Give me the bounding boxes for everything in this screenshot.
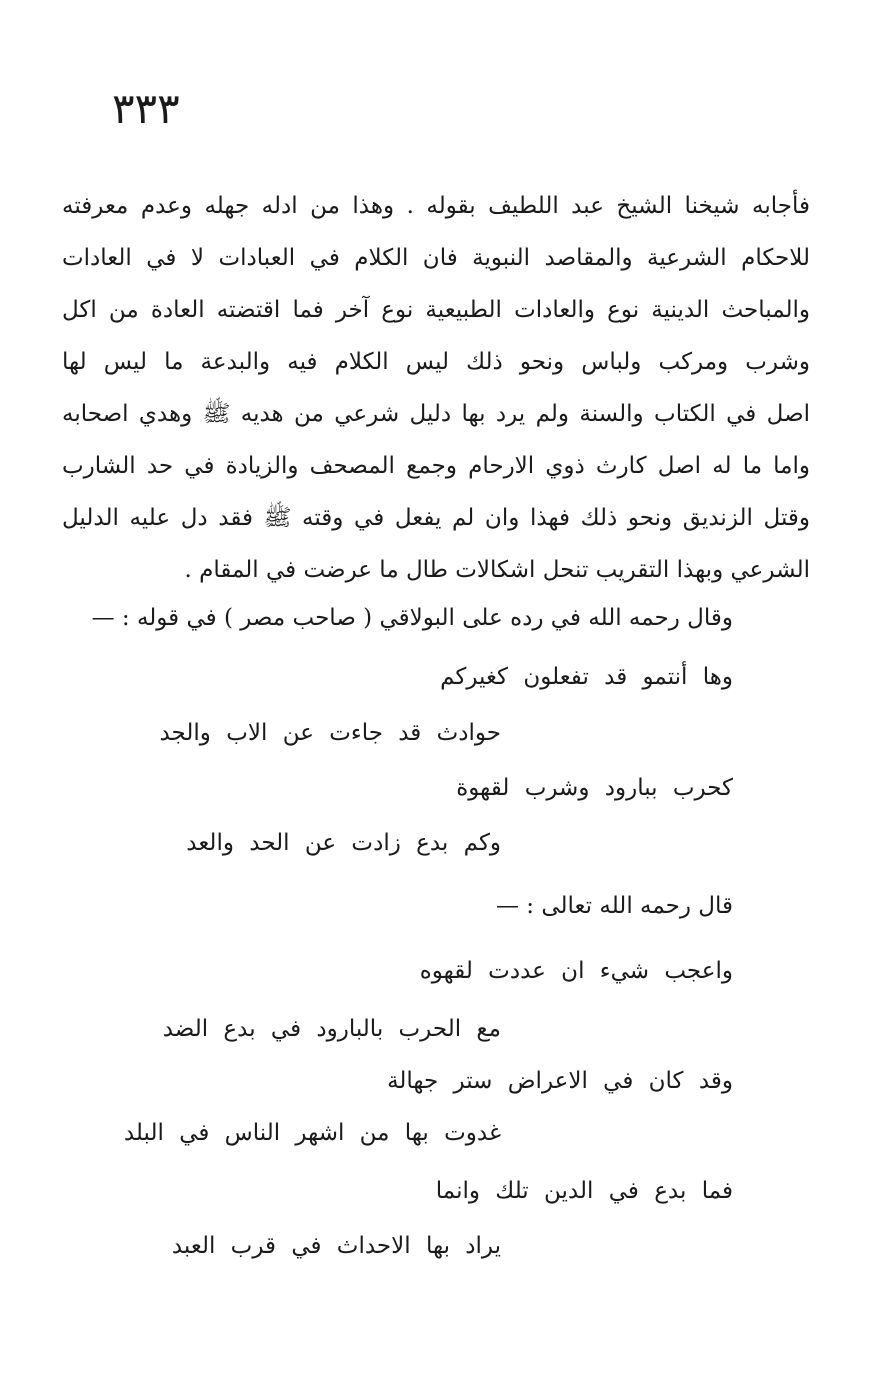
poem-hemistich-first: وها أنتمو قد تفعلون كغيركم (440, 664, 733, 690)
prose-line: الشرعي وبهذا التقريب تنحل اشكالات طال ما عرضت في المقام . (184, 557, 810, 583)
prose-line: وقتل الزنديق ونحو ذلك فهذا وان لم يفعل في وقته ﷺ فقد دل عليه الدليل (62, 505, 810, 531)
prose-line: للاحكام الشرعية والمقاصد النبوية فان الكلام في العبادات لا في العادات (62, 245, 810, 271)
poem-hemistich-second: حوادث قد جاءت عن الاب والجد (159, 720, 501, 746)
poem-hemistich-first: وقد كان في الاعراض ستر جهالة (387, 1068, 733, 1094)
prose-paragraph (62, 180, 810, 596)
prose-line: وشرب ومركب ولباس ونحو ذلك ليس الكلام فيه والبدعة ما ليس لها (62, 349, 810, 375)
prose-line: فأجابه شيخنا الشيخ عبد اللطيف بقوله . وهذا من ادله جهله وعدم معرفته (62, 193, 810, 219)
prose-line: اصل في الكتاب والسنة ولم يرد بها دليل شرعي من هديه ﷺ وهدي اصحابه (62, 401, 810, 427)
poem-hemistich-first: كحرب ببارود وشرب لقهوة (456, 775, 733, 801)
poem-intro: قال رحمه الله تعالى : — (496, 893, 733, 919)
page-number: ٣٣٣ (112, 84, 180, 133)
prose-line: واما ما له اصل كارث ذوي الارحام وجمع المصحف والزيادة في حد الشارب (62, 453, 810, 479)
prose-line: والمباحث الدينية نوع والعادات الطبيعية نوع آخر فما اقتضته العادة من اكل (62, 297, 810, 323)
poem-hemistich-second: يراد بها الاحداث في قرب العبد (171, 1233, 501, 1259)
poem-hemistich-first: واعجب شيء ان عددت لقهوه (419, 958, 733, 984)
poem-intro: وقال رحمه الله في رده على البولاقي ( صاحب مصر ) في قوله : — (91, 605, 733, 631)
poem-hemistich-second: مع الحرب بالبارود في بدع الضد (162, 1016, 501, 1042)
poem-hemistich-second: وكم بدع زادت عن الحد والعد (186, 830, 501, 856)
poem-hemistich-second: غدوت بها من اشهر الناس في البلد (123, 1120, 501, 1146)
poem-hemistich-first: فما بدع في الدين تلك وانما (435, 1178, 733, 1204)
